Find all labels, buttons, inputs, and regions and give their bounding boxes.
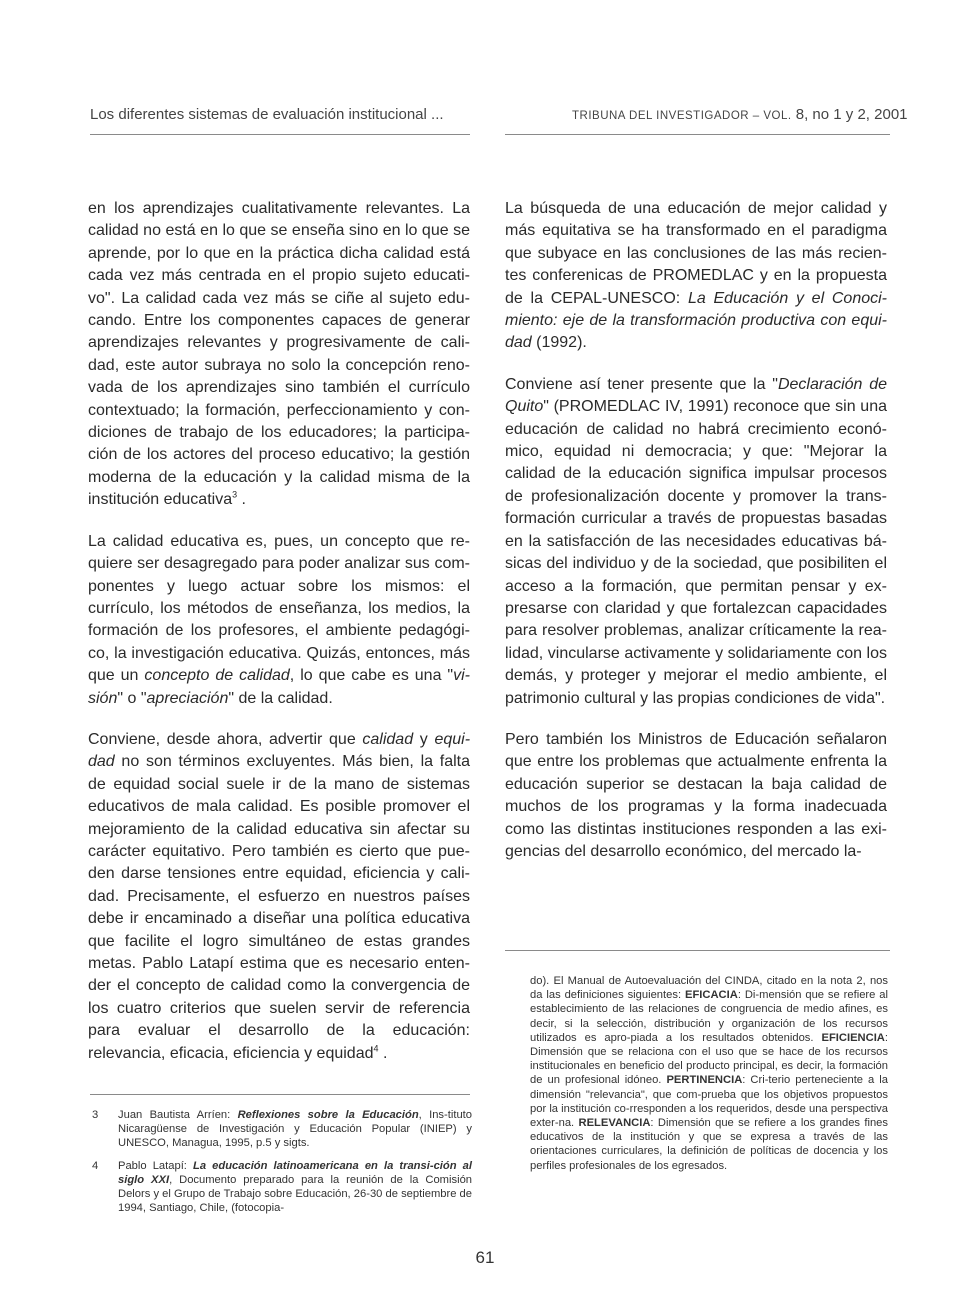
- footnote-text: : Di-mensión que se refiere al establecimiento de las relaciones de congruencia de medio afines, es decir, si la selección, distribución y organización de los recursos utilizados es apro-piada a los resultados obtenidos.: [530, 989, 888, 1044]
- right-column: [505, 198, 887, 882]
- paragraph-text: en los aprendizajes cualitativamente relevantes. La calidad no está en lo que se enseña sino en lo que se aprende, por lo que en la práctica dicha calidad está cada vez más centrada en el propio sujeto educati-vo". La calidad cada vez más se ciñe al sujeto edu-cando. Entre los componentes capaces de generar aprendizajes relevantes y progresivamente de cali-dad, este autor subraya no solo la concepción reno-vada de los aprendizajes sino también el currículo contextuado; la formación, perfeccionamiento y con-diciones de trabajo de los educadores; la participa-ción de los actores del proceso educativo; la gestión moderna de la educación y la calidad misma de la institución educativa: [88, 200, 470, 509]
- emphasis: La Educación y el Conoci-miento: eje de la transformación productiva con equi-dad: [505, 289, 888, 352]
- paragraph: [88, 531, 470, 710]
- paragraph-text: , lo que cabe es una ": [289, 667, 454, 685]
- paragraph-text: no son términos excluyentes. Más bien, la falta de equidad social suele ir de la mano de sistemas educativos de mala calidad. Es posible promover el mejoramiento de la calidad educativa sin afectar su carácter equitativo. Pero también es cierto que pue-den darse tensiones entre equidad, eficiencia y cali-dad. Precisamente, el esfuerzo en nuestros países debe ir encaminado a diseñar una política educativa que facilite el logro simultáneo de estas grandes metas. Pablo Latapí estima que es necesario enten-der el concepto de calidad como la convergencia de los cuatro criterios que suelen servir de referencia para evaluar el desarrollo de la educación: relevancia, eficacia, eficiencia y equidad: [88, 753, 470, 1062]
- footnote-text: , Ins-tituto Nicaragüense de Investigación y Educación Popular (INIEP) y UNESCO, Managua, 1995, p.5 y sigts.: [118, 1109, 472, 1150]
- footnote-text: Juan Bautista Arríen:: [118, 1109, 238, 1121]
- paragraph-text: (1992).: [531, 334, 587, 352]
- paragraph-text: " (PROMEDLAC IV, 1991) reconoce que sin una educación de calidad no habrá crecimiento econó-mico, equidad ni democracia; y que: "Mejorar la calidad de la educación significa impulsar procesos de profesionalización docente y promover la trans-formación curricular a través de propuestas basadas en la satisfacción de las necesidades educativas bá-sicas del individuo y de la sociedad, que posibiliten el acceso a la formación, que permitan pensar y ex-presarse con claridad y que fortalezcan capacidades para resolver problemas, analizar críticamente la rea-lidad, vincularse activamente y solidariamente con los demás, y proteger y mejorar el medio ambiente, el patrimonio cultural y las propias condiciones de vida".: [505, 398, 887, 707]
- paragraph-text: " o ": [117, 689, 147, 707]
- paragraph: [88, 729, 470, 1065]
- left-column: [88, 198, 470, 1084]
- footnote-text: : Dimensión que se relaciona con el uso que se hace de los recursos institucionales en beneficio del producto principal, es decir, la formación de un profesional idóneo.: [530, 1031, 888, 1087]
- footnote-text: Pablo Latapí:: [118, 1159, 193, 1172]
- footnote-rule-right: [505, 950, 890, 951]
- footnote-rule-left: [90, 1094, 470, 1095]
- emphasis: concepto de calidad: [144, 667, 290, 685]
- footnote-ref: 4: [373, 1043, 379, 1054]
- journal-issue: 8, no 1 y 2, 2001: [791, 106, 908, 123]
- paragraph-text: Conviene así tener presente que la ": [505, 375, 778, 393]
- paragraph-text: La calidad educativa es, pues, un concepto que re-quiere ser desagregado para poder analizar sus com-ponentes y luego actuar sobre los mismos: el currículo, los métodos de enseñanza, los medios, la formación de los profesores, el ambiente pedagógi-co, la investigación educativa. Quizás, entonces, más que un: [88, 532, 470, 685]
- footnotes: [92, 1108, 472, 1223]
- footnote-text: : Dimensión que se refiere a los grandes fines educativos de la institución y que se expresa a través de las orientaciones curriculares, la definición de políticas de docencia y los perfiles profesionales de los egresados.: [530, 1117, 888, 1172]
- header-rule-left: [90, 134, 470, 135]
- paragraph-text: y: [413, 730, 435, 748]
- footnote-ref: 3: [232, 489, 238, 500]
- term-keyword: PERTINENCIA: [666, 1074, 743, 1087]
- footnote-text: : Cri-terio perteneciente a la dimensión "relevancia", que com-prueba que los objetivos propuestos por la institución co-rresponden a los requeridos, desde una perspectiva exter-na.: [530, 1074, 888, 1130]
- term-keyword: RELEVANCIA: [578, 1117, 651, 1130]
- footnote-text: do). El Manual de Autoevaluación del CINDA, citado en la nota 2, nos da las definiciones siguientes:: [530, 975, 888, 1002]
- running-header-right: [572, 106, 908, 123]
- page-number: 61: [475, 1248, 495, 1267]
- paragraph: Pero también los Ministros de Educación señalaron que entre los problemas que actualmente enfrenta la educación superior se destacan la baja calidad de muchos de los programas y la forma inadecuada como las distintas instituciones responden a las exi-gencias del desarrollo económico, del mercado la-: [505, 730, 887, 860]
- footnote-4: [92, 1159, 472, 1216]
- footnote-number: 4: [92, 1159, 99, 1172]
- emphasis: equi-dad: [88, 730, 471, 771]
- emphasis: calidad: [362, 730, 414, 748]
- running-header-left: Los diferentes sistemas de evaluación institucional ...: [90, 106, 444, 123]
- footnote-number: 3: [92, 1109, 99, 1121]
- paragraph: [505, 198, 887, 355]
- footnote-3: [92, 1108, 472, 1151]
- header-rule-right: [505, 134, 890, 135]
- paragraph-text: Conviene, desde ahora, advertir que: [88, 730, 363, 748]
- paragraph: [88, 198, 470, 512]
- paragraph-text: " de la calidad.: [228, 689, 333, 707]
- paragraph-text: .: [237, 491, 246, 509]
- footnote-title: La educación latinoamericana en la transi-ción al siglo XXI: [118, 1159, 472, 1186]
- footnote-title: Reflexiones sobre la Educación: [237, 1109, 419, 1121]
- term-keyword: EFICIENCIA: [821, 1031, 885, 1044]
- emphasis: vi-sión: [88, 667, 470, 707]
- emphasis: apreciación: [146, 689, 229, 707]
- paragraph-text: La búsqueda de una educación de mejor calidad y más equitativa se ha transformado en el paradigma que subyace en las conclusiones de las más recien-tes conferenicas de PROMEDLAC y en la propuesta de la CEPAL-UNESCO:: [505, 200, 887, 307]
- journal-name: TRIBUNA DEL INVESTIGADOR – VOL.: [572, 110, 792, 122]
- emphasis: Declaración de Quito: [505, 375, 887, 416]
- term-keyword: EFICACIA: [684, 989, 738, 1002]
- paragraph: [505, 374, 887, 710]
- paragraph-text: .: [378, 1044, 388, 1062]
- footnote-text: , Documento preparado para la reunión de la Comisión Delors y el Grupo de Trabajo sobre Educación, 26-30 de septiembre de 1994, Santiago, Chile, (fotocopia-: [118, 1173, 473, 1215]
- footnote-4-continuation: [530, 974, 888, 1173]
